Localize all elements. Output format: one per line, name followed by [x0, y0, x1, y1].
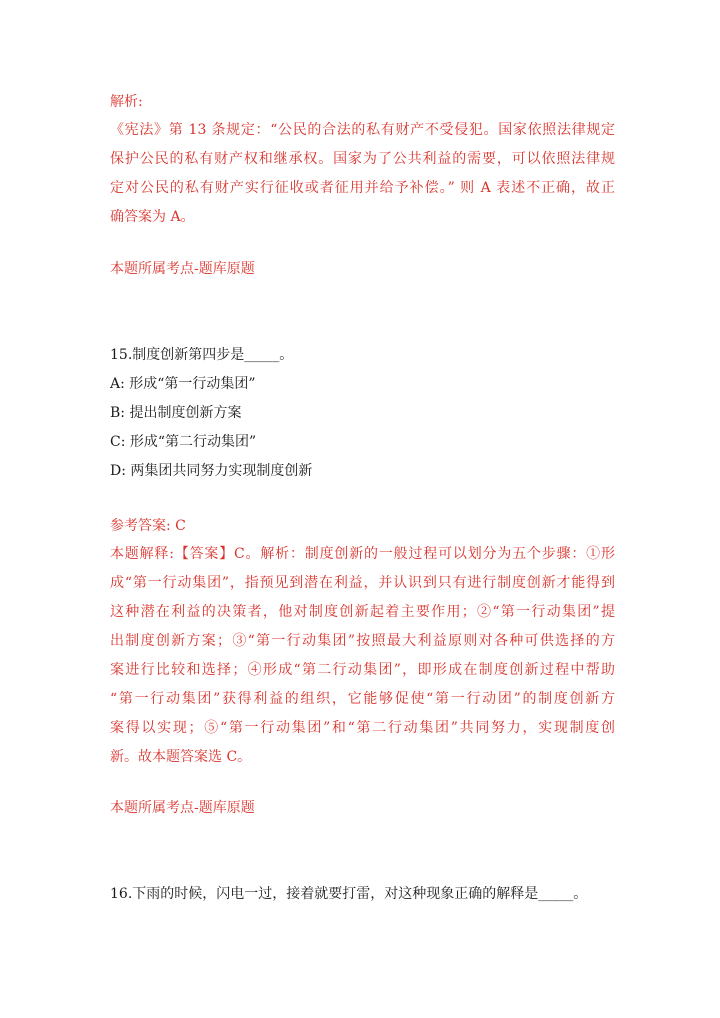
reference-answer-text: 参考答案: C: [110, 518, 186, 534]
question-source-2: [110, 794, 615, 823]
analysis-label-text: 解析:: [110, 94, 143, 110]
analysis-line: 保护公民的私有财产权和继承权。国家为了公共利益的需要，可以依照法律规: [110, 151, 615, 167]
reference-answer: [110, 512, 615, 541]
explanation-line: 新。故本题答案选 C。: [110, 749, 252, 765]
analysis-body: [110, 116, 615, 232]
question-15: [110, 341, 615, 486]
explanation-line: 案得以实现；⑤“第一行动集团”和“第二行动集团”共同努力，实现制度创: [110, 720, 615, 736]
question-stem: 16.下雨的时候，闪电一过，接着就要打雷，对这种现象正确的解释是_____。: [110, 886, 588, 902]
question-source-text: 本题所属考点-题库原题: [110, 261, 255, 277]
question-source-text: 本题所属考点-题库原题: [110, 800, 255, 816]
option-b: B: 提出制度创新方案: [110, 405, 242, 421]
explanation-line: 成“第一行动集团”，指预见到潜在利益，并认识到只有进行制度创新才能得到: [110, 575, 615, 591]
explanation-line: 本题解释:【答案】C。解析：制度创新的一般过程可以划分为五个步骤：①形: [110, 546, 615, 562]
option-c: C: 形成“第二行动集团”: [110, 434, 257, 450]
analysis-line: 《宪法》第 13 条规定：“公民的合法的私有财产不受侵犯。国家依照法律规定: [110, 122, 615, 138]
explanation-line: “第一行动集团”获得利益的组织，它能够促使“第一行动团”的制度创新方: [110, 691, 615, 707]
option-a: A: 形成“第一行动集团”: [110, 376, 256, 392]
explanation-body: [110, 540, 615, 772]
question-source-1: [110, 255, 615, 284]
analysis-line: 确答案为 A。: [110, 209, 195, 225]
explanation-line: 这种潜在利益的决策者，他对制度创新起着主要作用；②“第一行动集团”提: [110, 604, 615, 620]
option-d: D: 两集团共同努力实现制度创新: [110, 463, 313, 479]
analysis-label: [110, 88, 615, 117]
question-stem: 15.制度创新第四步是_____。: [110, 347, 294, 363]
analysis-line: 定对公民的私有财产实行征收或者征用并给予补偿。” 则 A 表述不正确，故正: [110, 180, 615, 196]
explanation-line: 案进行比较和选择；④形成“第二行动集团”，即形成在制度创新过程中帮助: [110, 662, 615, 678]
question-16: [110, 880, 615, 909]
explanation-line: 出制度创新方案；③“第一行动集团”按照最大利益原则对各种可供选择的方: [110, 633, 615, 649]
